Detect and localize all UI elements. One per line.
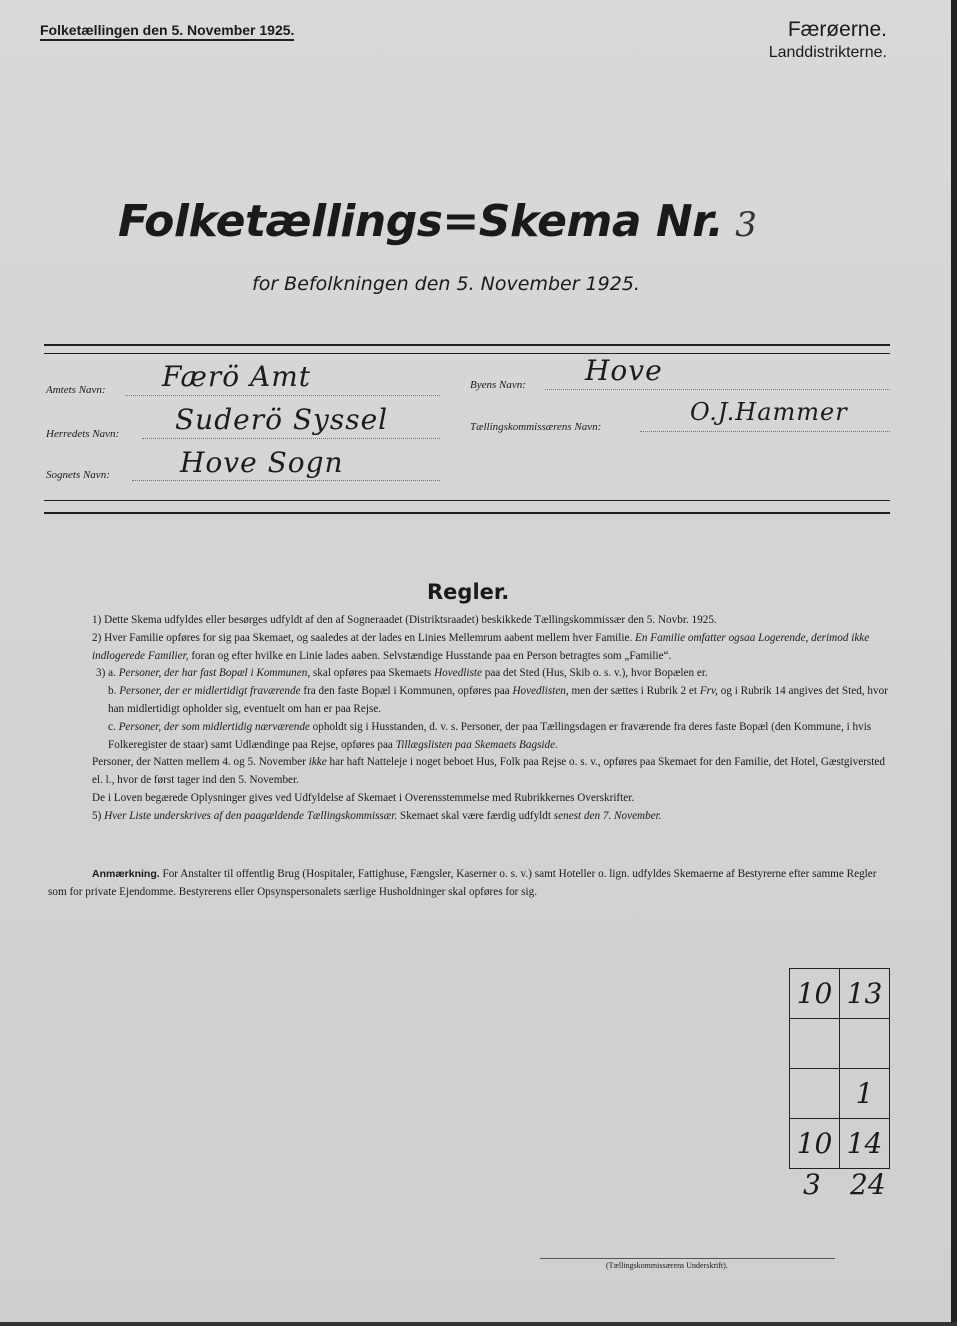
rule-2 [48,630,896,666]
rule-3c-text: opholdt sig i Husstanden, d. v. s. Personer, der paa Tællingsdagen er fraværende fra deres faste Bopæl (den Kommune, i hvis Folkeregister de staar) samt Udlændinge paa Rejse, opføres paa [108,720,872,751]
tally-cell [790,1019,840,1069]
tally-cell: 10 [790,1119,840,1169]
tally-row [790,969,890,1019]
annotation-label: Anmærkning. [92,868,160,880]
region-header [769,18,887,62]
rule-3c-em2: Tillægslisten paa Skemaets Bagside. [395,738,558,751]
rule-6-em: Hver Liste underskrives af den paagældende Tællingskommissær. [104,809,398,822]
rule-3b-text: fra den faste Bopæl i Kommunen, opføres paa [303,685,510,698]
herred-label: Herredets Navn: [46,428,120,440]
tally-row [790,1119,890,1169]
sogn-label: Sognets Navn: [46,469,110,481]
rules-heading: Regler. [427,580,510,604]
tally-row [790,1069,890,1119]
district-name: Landdistrikterne. [768,44,887,61]
annotation [48,866,896,902]
tally-cell: 13 [840,969,890,1019]
rule-2-b: En Familie omfatter ogsaa Logerende, derimod ikke indlogerede Familier, [92,631,870,662]
rule-3a [48,665,896,683]
rule-4-text: Personer, der Natten mellem 4. og 5. November [92,756,306,769]
amt-value: Færö Amt [162,360,312,393]
form-title-text: Folketællings=Skema Nr. [118,196,724,247]
rule-4 [48,754,896,790]
rule-3b-em: Personer, der er midlertidigt fraværende [119,685,301,698]
herred-value: Suderö Syssel [175,403,389,436]
page-edge-right [951,0,957,1326]
rule-3a-em2: Hovedliste [434,667,482,680]
tally-total-right: 24 [850,1168,886,1201]
rule-2-a: 2) Hver Familie opføres for sig paa Skemaet, og saaledes at der lades en Linies Mellemrum aabent mellem hver Familie. [92,631,633,644]
rule-3c-em: Personer, der som midlertidig nærværende [118,720,310,733]
census-date-header: Folketællingen den 5. November 1925. [40,22,294,41]
rule-4-em: ikke [308,756,327,769]
sogn-value: Hove Sogn [180,446,344,479]
tally-cell [790,1069,840,1119]
rule-3b-em3: Frv, [699,685,718,698]
by-value: Hove [585,354,663,387]
rule-6-num: 5) [92,809,102,822]
tally-cell: 10 [790,969,840,1019]
kommissaer-signature: O.J.Hammer [690,398,848,426]
bottom-divider [44,512,890,514]
rule-3a-text: skal opføres paa Skemaets [312,667,432,680]
top-divider [44,344,890,346]
form-title [118,196,756,247]
rule-3a-text2: paa det Sted (Hus, Skib o. s. v.), hvor Bopælen er. [484,667,708,680]
tally-cell [840,1019,890,1069]
signature-line [540,1258,835,1259]
rule-3c-num: c. [108,720,116,733]
rule-3c [48,719,896,755]
rule-5: De i Loven begærede Oplysninger gives ved Udfyldelse af Skemaet i Overensstemmelse med Rubrikkernes Overskrifter. [92,791,635,804]
annotation-text: For Anstalter til offentlig Brug (Hospitaler, Fattighuse, Fængsler, Kaserner o. s. v.) samt Hoteller o. lign. udfyldes Skemaerne af Bestyrerne efter samme Regler som for private Ejendomme. Bestyrerens eller Opsynspersonalets særlige Husholdninger skal opføres for sig. [48,868,877,898]
sogn-line [132,480,440,481]
tally-row [790,1019,890,1069]
rule-3a-num: 3) a. [96,667,116,680]
bottom-divider-thin [44,500,890,501]
rule-2-c: foran og efter hvilke en Linie lades aaben. Selvstændige Husstande paa en Person betragtes som „Familie“. [191,649,672,662]
by-line [545,389,890,390]
rules-body [48,612,896,826]
rule-3b-num: b. [108,685,117,698]
rule-3a-em: Personer, der har fast Bopæl i Kommunen, [118,667,311,680]
herred-line [142,438,440,439]
rule-3b-text3: og i Rubrik 14 angives det Sted, hvor han midlertidigt opholder sig, eventuelt om han er paa Rejse. [108,685,888,715]
tally-cell: 14 [840,1119,890,1169]
rule-3b-em2: Hovedlisten, [512,685,569,698]
by-label: Byens Navn: [470,379,526,391]
form-number: 3 [735,205,757,245]
rule-1: 1) Dette Skema udfyldes eller besørges udfyldt af den af Sogneraadet (Distriktsraadet) beskikkede Tællingskommissær den 5. Novbr. 1925. [92,614,717,626]
rule-3b-text2: men der sættes i Rubrik 2 et [571,685,698,698]
rule-6-text: Skemaet skal være færdig udfyldt [399,809,551,822]
tally-total-left: 3 [803,1168,821,1201]
kommissaer-label: Tællingskommissærens Navn: [470,421,602,433]
rule-6-em2: senest den 7. November. [553,809,662,822]
tally-table [789,968,890,1169]
page-edge-bottom [0,1322,957,1326]
kommissaer-line [640,431,890,432]
rule-4-text2: har haft Natteleje i noget beboet Hus, Folk paa Rejse o. s. v., opføres paa Skemaet for den Familie, det Hotel, Gæstgiversted el. l., hvor de først tager ind den 5. November. [92,756,885,787]
rule-6 [48,808,896,826]
amt-line [125,395,440,396]
form-subtitle: for Befolkningen den 5. November 1925. [252,273,640,295]
amt-label: Amtets Navn: [46,384,106,396]
tally-cell: 1 [840,1069,890,1119]
signature-label: (Tællingskommissærens Underskrift). [606,1261,728,1270]
region-name: Færøerne. [787,18,887,41]
rule-3b [48,683,896,719]
top-divider-thin [44,353,890,354]
